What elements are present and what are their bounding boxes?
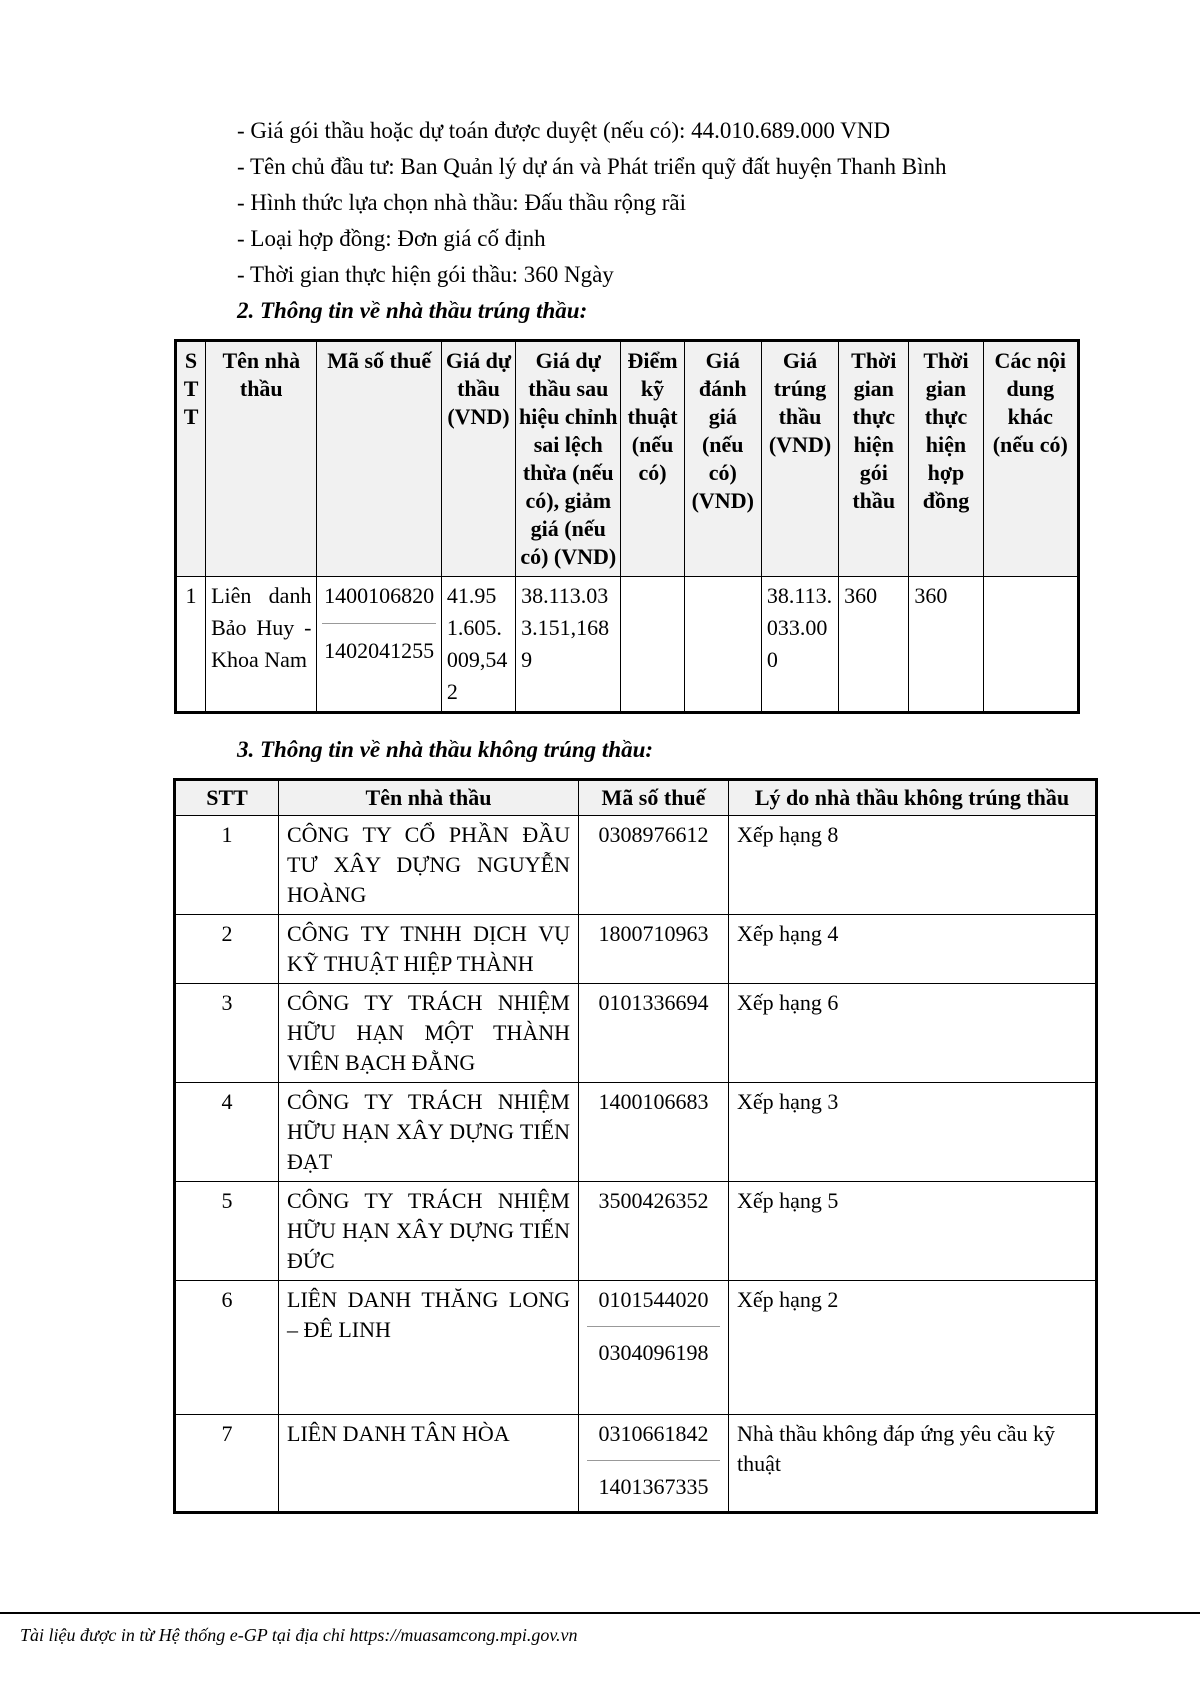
tax-code-2: 1401367335 bbox=[598, 1474, 709, 1499]
cell-reason: Xếp hạng 4 bbox=[729, 915, 1097, 984]
tax-code-1: 0101544020 bbox=[598, 1287, 709, 1312]
unsuccessful-table-header-row bbox=[175, 780, 1097, 816]
tax-code-1: 0310661842 bbox=[598, 1421, 709, 1446]
package-info bbox=[160, 113, 1092, 293]
col-header-contract-duration: Thời gian thực hiện hợp đồng bbox=[909, 341, 983, 577]
investor-line: - Tên chủ đầu tư: Ban Quản lý dự án và Phát triển quỹ đất huyện Thanh Bình bbox=[237, 154, 947, 179]
cell-stt: 7 bbox=[175, 1415, 279, 1513]
cell-bid-price: 41.951.605.009,542 bbox=[441, 577, 515, 713]
cell-tax-codes bbox=[317, 577, 441, 713]
unsuccessful-table-row bbox=[175, 1281, 1097, 1415]
tax-code-divider bbox=[587, 1460, 720, 1461]
col-header-evaluated-price: Giá đánh giá (nếu có) (VND) bbox=[684, 341, 761, 577]
cell-stt: 1 bbox=[175, 816, 279, 915]
col-header-corrected-bid-price: Giá dự thầu sau hiệu chỉnh sai lệch thừa (nếu có), giảm giá (nếu có) (VND) bbox=[516, 341, 621, 577]
cell-contractor-name: CÔNG TY TRÁCH NHIỆM HỮU HẠN XÂY DỰNG TIẾN ĐỨC bbox=[279, 1182, 579, 1281]
cell-contractor-name: CÔNG TY CỔ PHẦN ĐẦU TƯ XÂY DỰNG NGUYỄN HOÀNG bbox=[279, 816, 579, 915]
cell-reason: Xếp hạng 5 bbox=[729, 1182, 1097, 1281]
cell-other-contents bbox=[983, 577, 1078, 713]
cell-reason: Xếp hạng 3 bbox=[729, 1083, 1097, 1182]
unsuccessful-bidders-table bbox=[173, 778, 1098, 1514]
cell-stt: 6 bbox=[175, 1281, 279, 1415]
cell-stt: 5 bbox=[175, 1182, 279, 1281]
package-price-line: - Giá gói thầu hoặc dự toán được duyệt (nếu có): 44.010.689.000 VND bbox=[237, 118, 891, 143]
col-header-winning-price: Giá trúng thầu (VND) bbox=[761, 341, 838, 577]
package-duration-line: - Thời gian thực hiện gói thầu: 360 Ngày bbox=[237, 262, 614, 287]
winning-bidders-table bbox=[174, 339, 1080, 714]
col-header-tax-code: Mã số thuế bbox=[579, 780, 729, 816]
cell-contractor-name: LIÊN DANH TÂN HÒA bbox=[279, 1415, 579, 1513]
section2-heading: 2. Thông tin về nhà thầu trúng thầu: bbox=[237, 298, 588, 323]
cell-contractor-name: CÔNG TY TRÁCH NHIỆM HỮU HẠN MỘT THÀNH VIÊN BẠCH ĐẰNG bbox=[279, 984, 579, 1083]
tax-code-divider bbox=[587, 1326, 720, 1327]
cell-tax-codes bbox=[579, 1281, 729, 1415]
tax-code-2: 0304096198 bbox=[598, 1340, 709, 1365]
cell-tax-code: 3500426352 bbox=[579, 1182, 729, 1281]
cell-stt: 3 bbox=[175, 984, 279, 1083]
footer-note: Tài liệu được in từ Hệ thống e-GP tại địa chỉ https://muasamcong.mpi.gov.vn bbox=[20, 1625, 578, 1645]
cell-tax-code: 0101336694 bbox=[579, 984, 729, 1083]
unsuccessful-table-row bbox=[175, 915, 1097, 984]
col-header-technical-score: Điểm kỹ thuật (nếu có) bbox=[621, 341, 684, 577]
contract-type-line: - Loại hợp đồng: Đơn giá cố định bbox=[237, 226, 546, 251]
col-header-other-contents: Các nội dung khác (nếu có) bbox=[983, 341, 1078, 577]
tax-code-1: 1400106820 bbox=[324, 583, 435, 608]
col-header-package-duration: Thời gian thực hiện gói thầu bbox=[839, 341, 909, 577]
col-header-tax-code: Mã số thuế bbox=[317, 341, 441, 577]
cell-contractor-name: Liên danh Bảo Huy - Khoa Nam bbox=[206, 577, 317, 713]
cell-tax-code: 0308976612 bbox=[579, 816, 729, 915]
col-header-reason: Lý do nhà thầu không trúng thầu bbox=[729, 780, 1097, 816]
cell-stt: 2 bbox=[175, 915, 279, 984]
cell-reason: Xếp hạng 8 bbox=[729, 816, 1097, 915]
unsuccessful-table-row bbox=[175, 1415, 1097, 1513]
col-header-stt: STT bbox=[175, 780, 279, 816]
cell-contractor-name: CÔNG TY TNHH DỊCH VỤ KỸ THUẬT HIỆP THÀNH bbox=[279, 915, 579, 984]
winning-table-row bbox=[176, 577, 1079, 713]
tax-code-divider bbox=[322, 623, 435, 624]
selection-method-line: - Hình thức lựa chọn nhà thầu: Đấu thầu rộng rãi bbox=[237, 190, 687, 215]
cell-tax-code: 1800710963 bbox=[579, 915, 729, 984]
cell-contractor-name: CÔNG TY TRÁCH NHIỆM HỮU HẠN XÂY DỰNG TIẾN ĐẠT bbox=[279, 1083, 579, 1182]
unsuccessful-table-row bbox=[175, 1083, 1097, 1182]
cell-winning-price: 38.113.033.000 bbox=[761, 577, 838, 713]
cell-contractor-name: LIÊN DANH THĂNG LONG – ĐÊ LINH bbox=[279, 1281, 579, 1415]
section3-heading: 3. Thông tin về nhà thầu không trúng thầu: bbox=[237, 737, 654, 762]
cell-contract-duration: 360 bbox=[909, 577, 983, 713]
cell-tax-codes bbox=[579, 1415, 729, 1513]
col-header-contractor-name: Tên nhà thầu bbox=[279, 780, 579, 816]
col-header-stt: STT bbox=[176, 341, 206, 577]
cell-stt: 4 bbox=[175, 1083, 279, 1182]
winning-table-header-row bbox=[176, 341, 1079, 577]
cell-evaluated-price bbox=[684, 577, 761, 713]
footer-divider bbox=[0, 1612, 1200, 1614]
cell-reason: Nhà thầu không đáp ứng yêu cầu kỹ thuật bbox=[729, 1415, 1097, 1513]
cell-reason: Xếp hạng 2 bbox=[729, 1281, 1097, 1415]
col-header-bid-price: Giá dự thầu (VND) bbox=[441, 341, 515, 577]
cell-corrected-bid-price: 38.113.033.151,1689 bbox=[516, 577, 621, 713]
unsuccessful-table-row bbox=[175, 1182, 1097, 1281]
cell-stt: 1 bbox=[176, 577, 206, 713]
cell-reason: Xếp hạng 6 bbox=[729, 984, 1097, 1083]
col-header-contractor-name: Tên nhà thầu bbox=[206, 341, 317, 577]
cell-tax-code: 1400106683 bbox=[579, 1083, 729, 1182]
tax-code-2: 1402041255 bbox=[324, 638, 435, 663]
unsuccessful-table-row bbox=[175, 984, 1097, 1083]
cell-package-duration: 360 bbox=[839, 577, 909, 713]
cell-technical-score bbox=[621, 577, 684, 713]
unsuccessful-table-row bbox=[175, 816, 1097, 915]
